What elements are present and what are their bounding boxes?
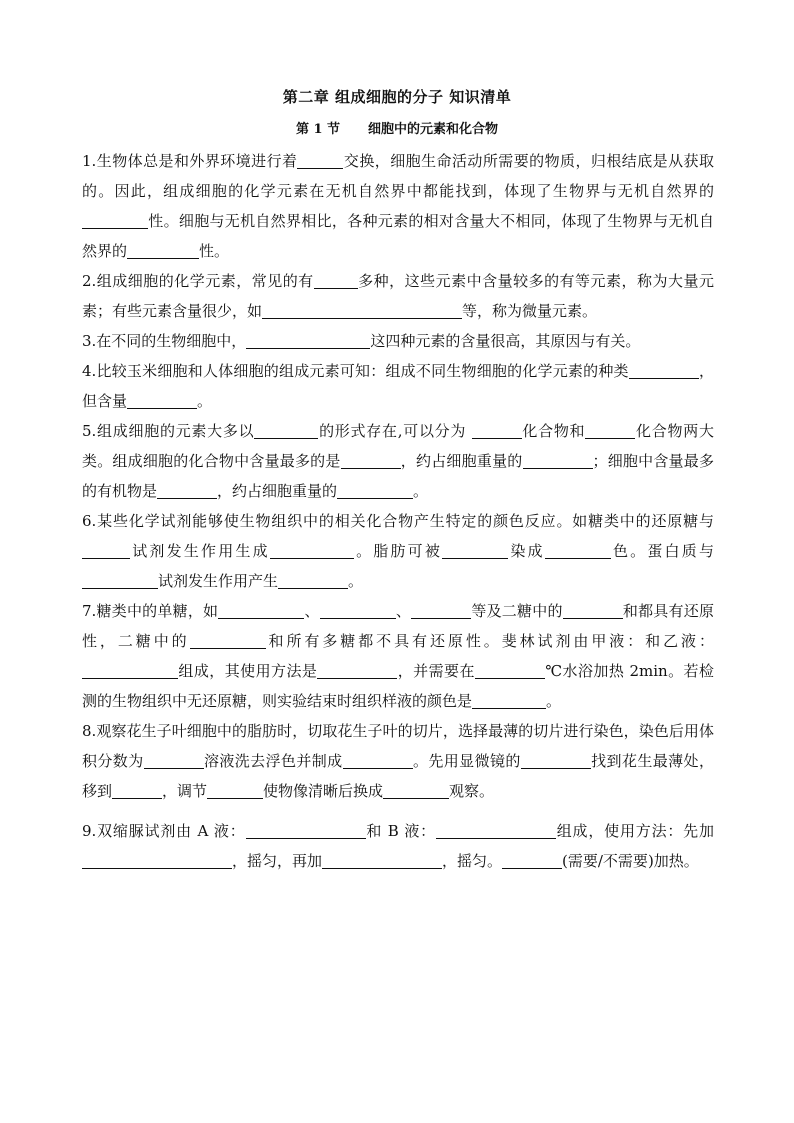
question-text: ，调节 — [162, 782, 208, 800]
question-text: 4.比较玉米细胞和人体细胞的组成元素可知：组成不同生物细胞的化学元素的种类 — [82, 362, 629, 380]
question-text: 2.组成细胞的化学元素，常见的有 — [82, 272, 314, 290]
question-4 — [82, 356, 714, 416]
question-text: 和都具有还原性，二糖中的 — [82, 602, 714, 650]
answer-blank[interactable] — [190, 631, 266, 649]
answer-blank[interactable] — [411, 601, 471, 619]
question-text: 、 — [395, 602, 412, 620]
question-text: 。 — [546, 692, 562, 710]
question-text: 染成 — [508, 542, 545, 560]
answer-blank[interactable] — [82, 211, 148, 229]
question-text: 观察。 — [449, 782, 495, 800]
answer-blank[interactable] — [82, 541, 130, 559]
answer-blank[interactable] — [112, 781, 162, 799]
answer-blank[interactable] — [563, 601, 623, 619]
answer-blank[interactable] — [207, 781, 263, 799]
answer-blank[interactable] — [383, 781, 449, 799]
question-text: 化合物和 — [521, 422, 586, 440]
question-text: 找到花生最薄处，移到 — [82, 752, 714, 800]
question-list — [82, 146, 714, 876]
answer-blank[interactable] — [127, 241, 199, 259]
question-text: 等及二糖中的 — [471, 602, 563, 620]
answer-blank[interactable] — [341, 451, 401, 469]
question-text: 试剂发生作用生成 — [130, 542, 270, 560]
answer-blank[interactable] — [297, 151, 343, 169]
answer-blank[interactable] — [218, 601, 304, 619]
question-text: 。 — [348, 572, 364, 590]
answer-blank[interactable] — [585, 421, 635, 439]
question-9 — [82, 816, 714, 876]
answer-blank[interactable] — [82, 571, 158, 589]
answer-blank[interactable] — [82, 851, 232, 869]
question-text: 等，称为微量元素。 — [462, 302, 598, 320]
answer-blank[interactable] — [472, 691, 546, 709]
answer-blank[interactable] — [545, 541, 611, 559]
question-text: 9.双缩脲试剂由 A 液： — [82, 822, 246, 840]
section-heading — [0, 118, 794, 137]
answer-blank[interactable] — [254, 421, 318, 439]
question-text: ，约占细胞重量的 — [400, 452, 523, 470]
question-text: 。 — [197, 392, 213, 410]
answer-blank[interactable] — [523, 451, 593, 469]
question-text: ，摇匀。 — [442, 852, 503, 870]
section-title: 细胞中的元素和化合物 — [368, 122, 499, 137]
answer-blank[interactable] — [442, 541, 508, 559]
answer-blank[interactable] — [246, 331, 370, 349]
answer-blank[interactable] — [472, 421, 522, 439]
answer-blank[interactable] — [629, 361, 699, 379]
question-text: 、 — [304, 602, 320, 620]
question-text: 化合物两大类。组成细胞的化合物中含量最多的是 — [82, 422, 714, 470]
answer-blank[interactable] — [246, 821, 366, 839]
question-text: 。 — [413, 482, 429, 500]
answer-blank[interactable] — [337, 481, 413, 499]
question-text: 试剂发生作用产生 — [158, 572, 279, 590]
question-text: 5.组成细胞的元素大多以 — [82, 422, 255, 440]
question-5 — [82, 416, 714, 506]
question-1 — [82, 146, 714, 266]
question-text: 。先用显微镜的 — [412, 752, 521, 770]
answer-blank[interactable] — [270, 541, 354, 559]
question-text: 和所有多糖都不具有还原性。斐林试剂由甲液：和乙液： — [265, 632, 714, 650]
question-text: ，摇匀，再加 — [232, 852, 323, 870]
question-text: (需要/不需要)加热。 — [562, 852, 699, 870]
question-text: 组成，其使用方法是 — [178, 662, 318, 680]
question-text: 。脂肪可被 — [353, 542, 443, 560]
question-text: 性。 — [199, 242, 230, 260]
question-text: 的形式存在,可以分为 — [318, 422, 467, 440]
question-text: ，约占细胞重量的 — [217, 482, 338, 500]
question-text: 性。细胞与无机自然界相比，各种元素的相对含量大不相同，体现了生物界与无机自然界的 — [82, 212, 714, 260]
question-text: 3.在不同的生物细胞中， — [82, 332, 247, 350]
question-text: 色。蛋白质与 — [610, 542, 714, 560]
answer-blank[interactable] — [262, 301, 462, 319]
question-3 — [82, 326, 714, 356]
question-text: 溶液洗去浮色并制成 — [203, 752, 343, 770]
answer-blank[interactable] — [157, 481, 217, 499]
question-text: 6.某些化学试剂能够使生物组织中的相关化合物产生特定的颜色反应。如糖类中的还原糖与 — [82, 512, 714, 530]
question-text: 这四种元素的含量很高，其原因与有关。 — [370, 332, 641, 350]
question-text: 多种，这些元素中含量较多的有等元素，称为大量元素；有些元素含量很少，如 — [82, 272, 714, 320]
question-2 — [82, 266, 714, 326]
question-7 — [82, 596, 714, 716]
question-text: 7.糖类中的单糖，如 — [82, 602, 219, 620]
answer-blank[interactable] — [322, 851, 442, 869]
question-text: 和 B 液： — [365, 822, 436, 840]
answer-blank[interactable] — [314, 271, 358, 289]
question-text: 使物像清晰后换成 — [263, 782, 384, 800]
answer-blank[interactable] — [82, 661, 178, 679]
answer-blank[interactable] — [343, 751, 413, 769]
answer-blank[interactable] — [144, 751, 204, 769]
answer-blank[interactable] — [502, 851, 562, 869]
question-text: ；细胞中含量最多的有机物是 — [82, 452, 714, 500]
question-text: 1.生物体总是和外界环境进行着 — [82, 152, 298, 170]
page-title: 第二章 组成细胞的分子 知识清单 — [282, 88, 512, 106]
question-text: 8.观察花生子叶细胞中的脂肪时，切取花生子叶的切片，选择最薄的切片进行染色，染色后用体积分数为 — [82, 722, 714, 770]
question-text: ，但含量 — [82, 362, 714, 410]
question-6 — [82, 506, 714, 596]
answer-blank[interactable] — [127, 391, 197, 409]
question-text: 交换，细胞生命活动所需要的物质，归根结底是从获取的。因此，组成细胞的化学元素在无机自然界中都能找到，体现了生物界与无机自然界的 — [82, 152, 714, 200]
answer-blank[interactable] — [320, 601, 396, 619]
question-text: ℃水浴加热 2min。若检测的生物组织中无还原糖，则实验结束时组织样液的颜色是 — [82, 662, 714, 710]
question-text: ，并需要在 — [397, 662, 475, 680]
answer-blank[interactable] — [521, 751, 591, 769]
answer-blank[interactable] — [436, 821, 556, 839]
answer-blank[interactable] — [317, 661, 397, 679]
section-number: 第 1 节 — [295, 122, 341, 137]
question-text: 组成，使用方法：先加 — [555, 822, 714, 840]
question-8 — [82, 716, 714, 806]
answer-blank[interactable] — [475, 661, 545, 679]
answer-blank[interactable] — [278, 571, 348, 589]
